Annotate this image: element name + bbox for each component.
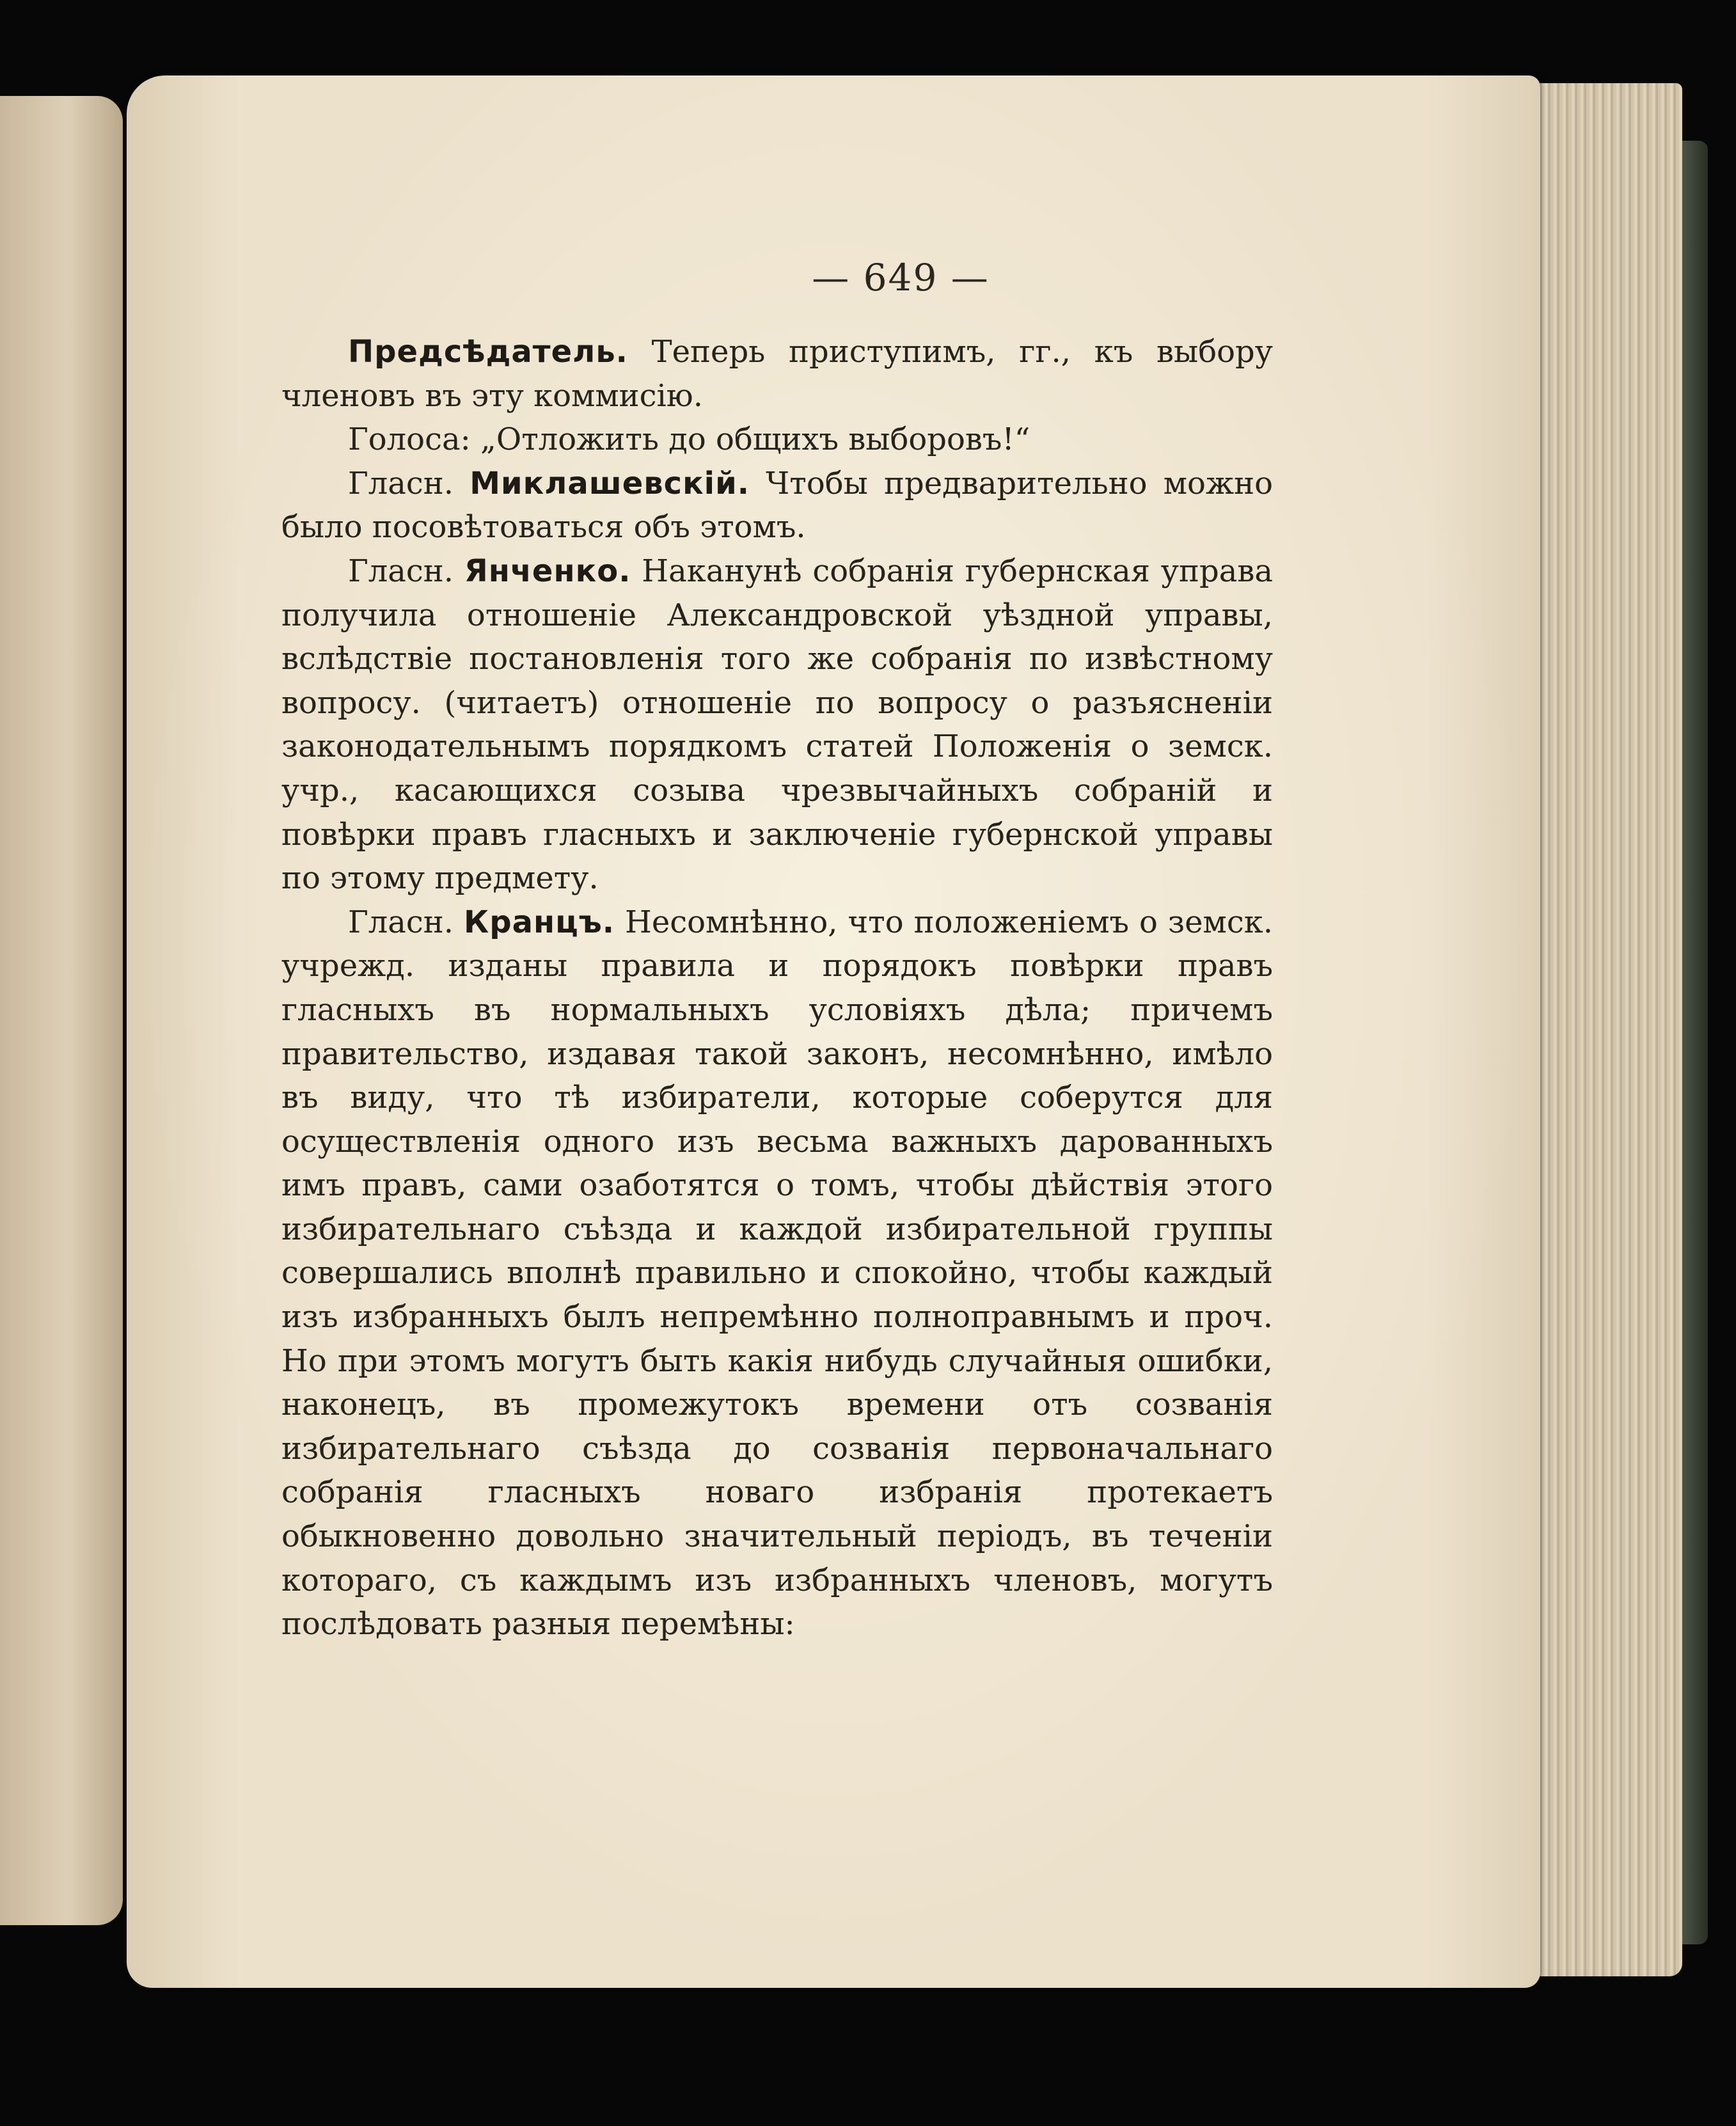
paragraph-yanchenko (281, 549, 1273, 901)
page-body (281, 330, 1273, 1646)
paragraph-text: Наканунѣ собранія губернская управа получила отношеніе Александровской уѣздной управы, вслѣдствіе постановленія того же собранія по извѣстному вопросу. (читаетъ) отношеніе по вопросу о разъясненіи законодательнымъ порядкомъ статей Положенія о земск. учр., касающихся созыва чрезвычайныхъ собраній и повѣрки правъ гласныхъ и заключеніе губернской управы по этому предмету. (281, 553, 1274, 897)
paragraph-krants (281, 901, 1273, 1646)
paragraph-miklashevsky (281, 462, 1273, 549)
paragraph-text: Чтобы предварительно можно было посовѣтоваться объ этомъ. (281, 465, 1274, 546)
page-number: — 649 — (812, 256, 990, 299)
paragraph-text: Теперь приступимъ, гг., къ выбору членовъ въ эту коммисію. (281, 334, 1273, 414)
paragraph-prefix: Гласн. (348, 465, 470, 501)
page-stack-edges (1516, 83, 1682, 1976)
paragraph-text: Несомнѣнно, что положеніемъ о земск. учрежд. изданы правила и порядокъ повѣрки правъ гласныхъ въ нормальныхъ условіяхъ дѣла; причемъ правительство, издавая такой законъ, несомнѣнно, имѣло въ виду, что тѣ избиратели, которые соберутся для осуществленія одного изъ весьма важныхъ дарованныхъ имъ правъ, сами озаботятся о томъ, чтобы дѣйствія этого избирательнаго съѣзда и каждой избирательной группы совершались вполнѣ правильно и спокойно, чтобы каждый изъ избранныхъ былъ непремѣнно полноправнымъ и проч. Но при этомъ могутъ быть какія нибудь случайныя ошибки, наконецъ, въ промежутокъ времени отъ созванія избирательнаго съѣзда до созванія первоначальнаго собранія гласныхъ новаго избранія протекаетъ обыкновенно довольно значительный періодъ, въ теченіи котораго, съ каждымъ изъ избранныхъ членовъ, могутъ послѣдовать разныя перемѣны: (281, 904, 1273, 1642)
speaker-name: Миклашевскій. (470, 465, 750, 501)
paragraph-chairman (281, 330, 1273, 418)
paragraph-prefix: Гласн. (348, 904, 464, 940)
speaker-name: Кранцъ. (464, 904, 615, 940)
paragraph-prefix: Гласн. (348, 553, 464, 589)
paragraph-text: Голоса: „Отложить до общихъ выборовъ!“ (348, 421, 1030, 458)
paragraph-voices (281, 418, 1273, 462)
speaker-name: Янченко. (464, 553, 631, 589)
speaker-name: Предсѣдатель. (348, 334, 628, 370)
left-facing-page-edge (0, 96, 123, 1925)
